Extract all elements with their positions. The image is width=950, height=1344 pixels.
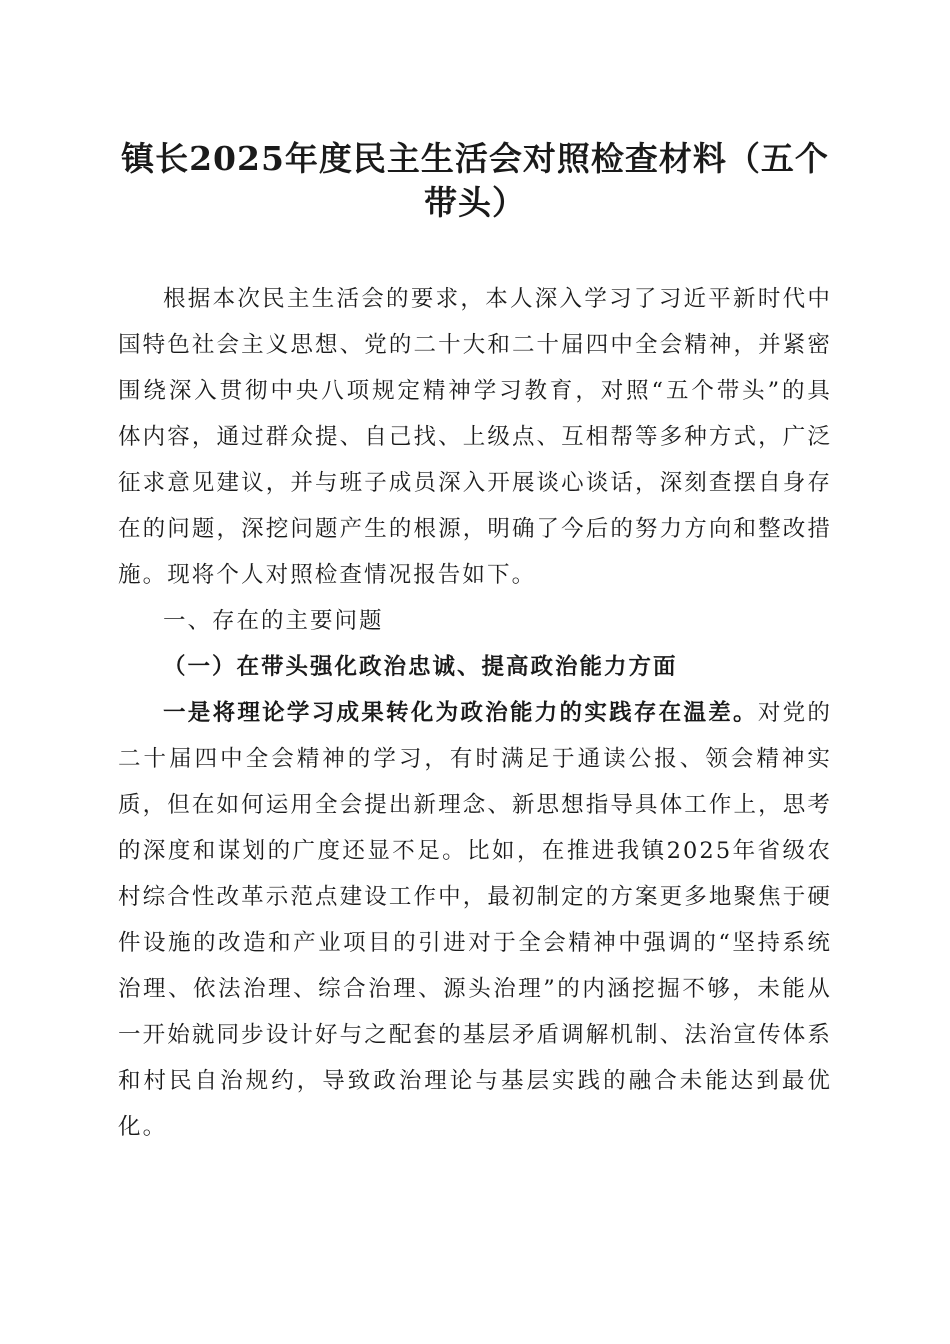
point-one-lead: 一是将理论学习成果转化为政治能力的实践存在温差。 [163,700,758,726]
subsection-heading-political-loyalty: （一）在带头强化政治忠诚、提高政治能力方面 [163,654,678,680]
point-one-body: 对党的二十届四中全会精神的学习，有时满足于通读公报、领会精神实质，但在如何运用全会提出新理念、新思想指导具体工作上，思考的深度和谋划的广度还显不足。比如，在推进我镇2025年省级农村综合性改革示范点建设工作中，最初制定的方案更多地聚焦于硬件设施的改造和产业项目的引进对于全会精神中强调的“坚持系统治理、依法治理、综合治理、源头治理”的内涵挖掘不够，未能从一开始就同步设计好与之配套的基层矛盾调解机制、法治宣传体系和村民自治规约，导致政治理论与基层实践的融合未能达到最优化。 [118,700,832,1140]
document-body [118,276,832,1150]
intro-paragraph: 根据本次民主生活会的要求，本人深入学习了习近平新时代中国特色社会主义思想、党的二十大和二十届四中全会精神，并紧密围绕深入贯彻中央八项规定精神学习教育，对照“五个带头”的具体内容，通过群众提、自己找、上级点、互相帮等多种方式，广泛征求意见建议，并与班子成员深入开展谈心谈话，深刻查摆自身存在的问题，深挖问题产生的根源，明确了今后的努力方向和整改措施。现将个人对照检查情况报告如下。 [118,286,832,588]
section-heading-problems: 一、存在的主要问题 [163,608,384,634]
point-one-paragraph [118,690,832,1150]
document-title: 镇长2025年度民主生活会对照检查材料（五个带头） [121,139,829,222]
